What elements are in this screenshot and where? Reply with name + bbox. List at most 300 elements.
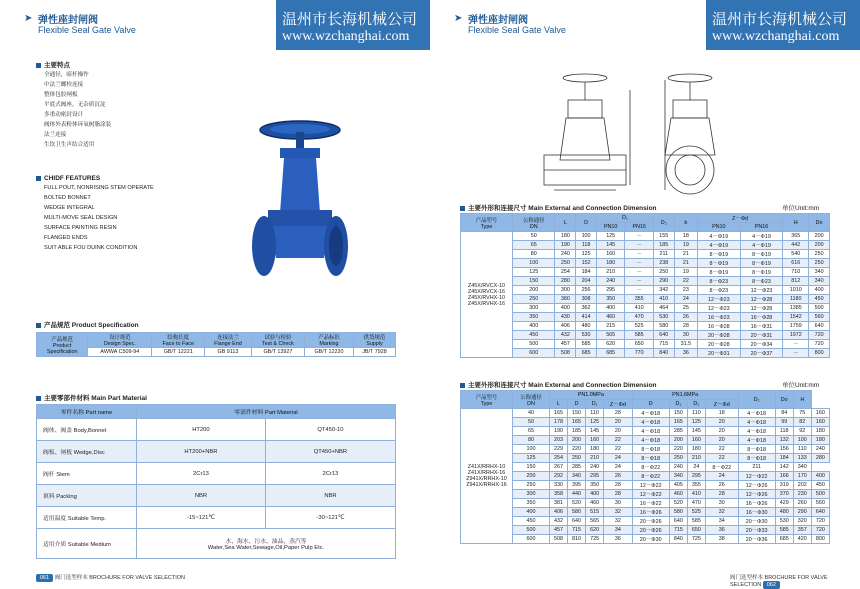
table-row xyxy=(461,331,830,340)
table-cell: 560 xyxy=(811,499,829,508)
table-cell: 1385 xyxy=(783,304,809,313)
material-cell: QT450-10 xyxy=(265,419,395,441)
footer-text: 阀门选型样本 BROCHURE FOR VALVE SELECTION xyxy=(730,575,828,588)
table-cell: 100 xyxy=(576,232,597,241)
table-cell: 530 xyxy=(576,331,597,340)
table-cell: 8－Φ18 xyxy=(738,454,775,463)
table-cell: 292 xyxy=(549,472,567,481)
table-cell: 24 xyxy=(705,472,738,481)
feature-en-item: BOLTED BONNET xyxy=(44,195,91,201)
table-cell: 380 xyxy=(555,295,576,304)
table-cell: 36 xyxy=(604,535,633,544)
company-name: 温州市长海机械公司 xyxy=(712,10,848,28)
material-cell: NBR xyxy=(265,485,395,507)
table-cell: 600 xyxy=(513,349,555,358)
table-cell: 254 xyxy=(549,454,567,463)
table-cell: 125 xyxy=(513,454,550,463)
table-cell: 320 xyxy=(793,517,811,526)
spec-value: GB/T 13927 xyxy=(251,348,304,357)
table-cell: 1759 xyxy=(783,322,809,331)
table-cell: 640 xyxy=(568,517,586,526)
table-cell: 240 xyxy=(555,250,576,259)
table-cell: 430 xyxy=(555,313,576,322)
table-cell: 220 xyxy=(568,445,586,454)
table-cell: 100 xyxy=(513,445,550,454)
table-cell: 280 xyxy=(555,277,576,286)
page-header xyxy=(430,0,860,50)
table-cell: 400 xyxy=(596,304,625,313)
table-cell: 308 xyxy=(576,295,597,304)
table-cell: 38 xyxy=(705,535,738,544)
table-cell: 405 xyxy=(669,481,687,490)
table-cell: 110 xyxy=(586,409,604,418)
table-cell: 616 xyxy=(783,259,809,268)
table-cell: 457 xyxy=(555,340,576,349)
table-cell: 8－Φ19 xyxy=(740,250,783,259)
table-cell: 160 xyxy=(811,418,829,427)
table-cell: 211 xyxy=(738,463,775,472)
spec-table xyxy=(36,332,396,357)
table-cell: 370 xyxy=(775,490,793,499)
arrow-icon: ➤ xyxy=(24,13,33,24)
table-cell: 16－Φ31 xyxy=(740,322,783,331)
material-table xyxy=(36,404,396,559)
table-cell: 12－Φ22 xyxy=(738,472,775,481)
t1-header-pn10: PN10 xyxy=(596,223,625,232)
table-cell: 450 xyxy=(811,481,829,490)
table-cell: 12－Φ26 xyxy=(738,490,775,499)
feature-en-item: SURFACE PAINTING RESIN xyxy=(44,225,117,231)
table-cell: 28 xyxy=(604,409,633,418)
table-row xyxy=(461,250,830,259)
table-row xyxy=(461,313,830,322)
table-cell: 31.5 xyxy=(674,340,697,349)
t1-header-d: D xyxy=(576,214,597,232)
table-cell: 211 xyxy=(653,250,674,259)
table-cell: 16－Φ28 xyxy=(740,313,783,322)
t2-header-d1: D₁ xyxy=(586,400,604,409)
table-cell: 16－Φ23 xyxy=(697,313,740,322)
header-title-cn: 弹性座封闸阀 xyxy=(468,15,528,26)
table-cell: 565 xyxy=(586,517,604,526)
right-page xyxy=(430,0,860,588)
t1-header-d1: D₁ xyxy=(596,214,653,223)
material-cell: -15~121℃ xyxy=(137,507,266,529)
table-cell: 16－Φ30 xyxy=(738,508,775,517)
table-cell: 142 xyxy=(775,463,793,472)
type-label: Z41X/RRHX-16 xyxy=(467,470,506,476)
table-cell: 184 xyxy=(775,454,793,463)
table-cell: 350 xyxy=(513,313,555,322)
table-cell: 200 xyxy=(809,232,830,241)
material-cell: 2Cr13 xyxy=(265,463,395,485)
table-cell: 530 xyxy=(653,313,674,322)
table-cell: 540 xyxy=(783,250,809,259)
table-cell: 36 xyxy=(674,349,697,358)
table-cell: 330 xyxy=(549,481,567,490)
table-cell: 8－Φ18 xyxy=(738,445,775,454)
table-cell: 715 xyxy=(568,526,586,535)
table-cell: 720 xyxy=(811,526,829,535)
table-cell: 16－Φ28 xyxy=(697,322,740,331)
table-row xyxy=(461,295,830,304)
table-cell: 180 xyxy=(811,436,829,445)
t1-header-pn16: PN16 xyxy=(625,223,654,232)
table-row xyxy=(461,322,830,331)
table-cell: 180 xyxy=(586,445,604,454)
table-cell: 100 xyxy=(513,259,555,268)
table-cell: 450 xyxy=(513,517,550,526)
table-cell: 220 xyxy=(669,445,687,454)
table-cell: 20－Φ30 xyxy=(738,517,775,526)
table-cell: 8－Φ23 xyxy=(697,286,740,295)
dimension-drawing xyxy=(530,60,730,200)
table-cell: 28 xyxy=(705,490,738,499)
table-cell: 34 xyxy=(604,526,633,535)
table-cell: 340 xyxy=(809,268,830,277)
table-cell: 1180 xyxy=(783,295,809,304)
t2-header-pn1: PN1.0MPa xyxy=(549,391,632,400)
table-cell: 28 xyxy=(604,490,633,499)
table-cell: 185 xyxy=(653,241,674,250)
type-cell xyxy=(461,409,513,544)
table-cell: 22 xyxy=(674,277,697,286)
table-cell: 12－Φ26 xyxy=(738,481,775,490)
table-cell: 4－Φ19 xyxy=(740,241,783,250)
table-cell: 125 xyxy=(513,268,555,277)
material-row xyxy=(37,419,396,441)
t2-header-type: 产品型号 Type xyxy=(461,391,513,409)
table-row xyxy=(461,454,830,463)
features-cn-list xyxy=(44,70,111,150)
table-cell: 152 xyxy=(576,259,597,268)
feature-cn-item: 多重动密封设计 xyxy=(44,112,84,118)
table-cell: 99 xyxy=(775,418,793,427)
type-cell xyxy=(461,232,513,358)
table-cell: 82 xyxy=(793,418,811,427)
table-cell: 32 xyxy=(604,517,633,526)
table-cell: 24 xyxy=(674,295,697,304)
table-cell: 36 xyxy=(705,526,738,535)
table-cell: － xyxy=(625,232,654,241)
table-cell: 640 xyxy=(653,331,674,340)
table-cell: 770 xyxy=(625,349,654,358)
table-cell: 20－Φ26 xyxy=(632,526,669,535)
table-cell: 457 xyxy=(549,526,567,535)
t2-header-dn: 公称通径 DN xyxy=(513,391,550,409)
table-cell: 12－Φ28 xyxy=(740,304,783,313)
feature-cn-item: 法兰连接 xyxy=(44,132,67,138)
table-cell: 508 xyxy=(549,535,567,544)
table-cell: 355 xyxy=(625,295,654,304)
table-cell: 180 xyxy=(555,232,576,241)
table-cell: 525 xyxy=(625,322,654,331)
spec-value: JB/T 7928 xyxy=(353,348,395,357)
table-cell: 300 xyxy=(513,490,550,499)
table-cell: 650 xyxy=(687,526,705,535)
t2-header-pn2: PN1.6MPa xyxy=(632,391,738,400)
table-cell: 250 xyxy=(513,295,555,304)
company-url: www.wzchanghai.com xyxy=(712,29,840,44)
table-cell: 125 xyxy=(596,232,625,241)
table-cell: 357 xyxy=(793,526,811,535)
table-cell: 8－Φ18 xyxy=(632,445,669,454)
table-cell: － xyxy=(625,268,654,277)
type-label: Z45X/RVHX-10 xyxy=(467,294,506,301)
material-cell: -30~121℃ xyxy=(265,507,395,529)
table-cell: 300 xyxy=(513,304,555,313)
table-cell: 20 xyxy=(705,427,738,436)
table-cell: 30 xyxy=(674,331,697,340)
table-cell: 165 xyxy=(568,418,586,427)
table-cell: 185 xyxy=(568,427,586,436)
table-cell: 20 xyxy=(705,418,738,427)
feature-en-item: FLANGED ENDS xyxy=(44,235,88,241)
table-cell: 4－Φ18 xyxy=(632,427,669,436)
table-row xyxy=(461,481,830,490)
table-cell: 267 xyxy=(549,463,567,472)
table-cell: 250 xyxy=(669,454,687,463)
table-cell: 725 xyxy=(687,535,705,544)
table-cell: 203 xyxy=(549,436,567,445)
table-row xyxy=(461,526,830,535)
spec-value: AWWA C509-94 xyxy=(88,348,152,357)
table-cell: 21 xyxy=(674,259,697,268)
table-cell: 145 xyxy=(596,241,625,250)
table-cell: 100 xyxy=(793,436,811,445)
table-cell: 720 xyxy=(809,340,830,349)
table-cell: 685 xyxy=(576,349,597,358)
material-cell: NBR xyxy=(137,485,266,507)
table-cell: 460 xyxy=(669,490,687,499)
t1-header-pn16: PN16 xyxy=(740,223,783,232)
material-row xyxy=(37,463,396,485)
table-cell: 150 xyxy=(568,409,586,418)
table-cell: 190 xyxy=(555,241,576,250)
table-cell: 20－Φ34 xyxy=(740,340,783,349)
feature-cn-item: 中法兰螺栓连接 xyxy=(44,82,84,88)
table-cell: 580 xyxy=(669,508,687,517)
table-cell: 16－Φ26 xyxy=(738,499,775,508)
table-cell: 381 xyxy=(549,499,567,508)
material-header-part: 零件名称 Part name xyxy=(37,405,137,419)
material-cell: QT450+NBR xyxy=(265,441,395,463)
table-cell: 460 xyxy=(586,499,604,508)
type-label: Z941X/RRHX-10 xyxy=(466,476,507,482)
feature-cn-item: 生饮卫生声结合适用 xyxy=(44,142,95,148)
table-cell: 180 xyxy=(596,259,625,268)
material-title: 主要零部件材料 Main Part Material xyxy=(36,393,147,402)
table-cell: 710 xyxy=(783,268,809,277)
table-cell: 32 xyxy=(604,508,633,517)
footer-text: 阀门选型样本 BROCHURE FOR VALVE SELECTION xyxy=(54,575,186,581)
table-cell: 132 xyxy=(775,436,793,445)
table-cell: 580 xyxy=(653,322,674,331)
t1-header-do: Do xyxy=(809,214,830,232)
table-cell: 285 xyxy=(568,463,586,472)
company-name: 温州市长海机械公司 xyxy=(282,10,418,28)
table-cell: 520 xyxy=(669,499,687,508)
table-cell: 256 xyxy=(576,286,597,295)
table-cell: － xyxy=(625,241,654,250)
table-cell: 229 xyxy=(549,445,567,454)
table-cell: 285 xyxy=(669,427,687,436)
table-cell: 20 xyxy=(604,418,633,427)
table-cell: 432 xyxy=(549,517,567,526)
table-cell: 720 xyxy=(809,331,830,340)
table-cell: 80 xyxy=(513,250,555,259)
table-cell: 19 xyxy=(674,241,697,250)
table-cell: 210 xyxy=(596,268,625,277)
table-cell: 720 xyxy=(811,517,829,526)
table-cell: － xyxy=(783,349,809,358)
table-cell: 4－Φ19 xyxy=(697,232,740,241)
table-cell: 20 xyxy=(604,427,633,436)
table-cell: 410 xyxy=(625,304,654,313)
t2-header-l: L xyxy=(549,400,567,409)
table-cell: 400 xyxy=(809,286,830,295)
table-cell: 145 xyxy=(687,427,705,436)
table-cell: － xyxy=(625,277,654,286)
table-cell: 400 xyxy=(811,472,829,481)
table-row xyxy=(461,340,830,349)
table-cell: 12－Φ22 xyxy=(632,481,669,490)
table-cell: 4－Φ18 xyxy=(738,436,775,445)
table-cell: 530 xyxy=(775,517,793,526)
table-cell: 565 xyxy=(596,331,625,340)
arrow-icon: ➤ xyxy=(454,13,463,24)
table-row xyxy=(461,427,830,436)
feature-cn-item: 整体包胶闸板 xyxy=(44,92,78,98)
table-cell: 4－Φ18 xyxy=(632,409,669,418)
material-cell: 阀板、闸板 Wedge,Disc xyxy=(37,441,137,463)
table-cell: 20－Φ28 xyxy=(697,340,740,349)
valve-image xyxy=(250,118,350,288)
table-cell: － xyxy=(625,250,654,259)
table-cell: 160 xyxy=(687,436,705,445)
table-cell: 585 xyxy=(625,331,654,340)
table-cell: 8－Φ23 xyxy=(740,277,783,286)
table-cell: 20－Φ28 xyxy=(697,331,740,340)
table-cell: 350 xyxy=(513,499,550,508)
table-cell: 508 xyxy=(555,349,576,358)
table-cell: 585 xyxy=(687,517,705,526)
feature-cn-item: 平底式阀座，无杂质沉淀 xyxy=(44,102,106,108)
table-row xyxy=(461,409,830,418)
spec-value: GB/T 12221 xyxy=(152,348,205,357)
type-label: Z941X/RRHX-16 xyxy=(466,482,507,488)
table-cell: 110 xyxy=(687,409,705,418)
spec-header-3: 连接法兰 Flange End xyxy=(205,333,252,348)
table-cell: 12－Φ23 xyxy=(740,286,783,295)
table-cell: 500 xyxy=(513,340,555,349)
table-cell: 156 xyxy=(775,445,793,454)
table-cell: 450 xyxy=(809,295,830,304)
material-medium-label: 适用介质 Suitable Medium xyxy=(37,529,137,559)
table-cell: 50 xyxy=(513,232,555,241)
table-cell: 410 xyxy=(653,295,674,304)
t1-header-zd: Z－Φd xyxy=(697,214,782,223)
table-cell: 20－Φ26 xyxy=(632,517,669,526)
table-cell: 160 xyxy=(586,436,604,445)
table-cell: 30 xyxy=(705,499,738,508)
table-cell: 585 xyxy=(775,526,793,535)
table-cell: 840 xyxy=(669,535,687,544)
type-label: Z45X/RVCX-16 xyxy=(467,288,506,295)
material-row xyxy=(37,485,396,507)
table-cell: 600 xyxy=(513,535,550,544)
table-row xyxy=(461,445,830,454)
table-cell: 480 xyxy=(576,322,597,331)
t1-header-pn10: PN10 xyxy=(697,223,740,232)
table-cell: 8－Φ19 xyxy=(697,268,740,277)
material-header-material: 零部件材料 Part Material xyxy=(137,405,396,419)
table-cell: 20－Φ36 xyxy=(738,535,775,544)
table-cell: 406 xyxy=(555,322,576,331)
table-cell: 340 xyxy=(568,472,586,481)
table-cell: 165 xyxy=(669,418,687,427)
table-cell: 250 xyxy=(555,259,576,268)
table-cell: 160 xyxy=(596,250,625,259)
table-cell: 238 xyxy=(653,259,674,268)
table-row xyxy=(461,517,830,526)
table-cell: 358 xyxy=(549,490,567,499)
table-cell: 350 xyxy=(596,295,625,304)
table-cell: 414 xyxy=(576,313,597,322)
table-cell: 442 xyxy=(783,241,809,250)
table-cell: 4－Φ18 xyxy=(738,418,775,427)
table-cell: 525 xyxy=(687,508,705,517)
spec-value: GB 9113 xyxy=(205,348,252,357)
left-page xyxy=(0,0,430,588)
t2-header-do: Do xyxy=(775,391,793,409)
t2-header-zd: Z－Φd xyxy=(604,400,633,409)
table-cell: 640 xyxy=(811,508,829,517)
table-cell: 340 xyxy=(809,277,830,286)
table-cell: 500 xyxy=(811,490,829,499)
table-cell: 30 xyxy=(604,499,633,508)
table-cell: 150 xyxy=(669,409,687,418)
table-cell: 92 xyxy=(793,427,811,436)
table-cell: 118 xyxy=(775,427,793,436)
t2-header-d2: D₂ xyxy=(687,400,705,409)
table-row xyxy=(461,499,830,508)
table-row xyxy=(461,349,830,358)
table-cell: 210 xyxy=(586,454,604,463)
left-footer xyxy=(36,573,185,585)
material-cell: HT200+NBR xyxy=(137,441,266,463)
spec-header-0: 产品规范 Product Specification xyxy=(37,333,88,357)
table-cell: 4－Φ19 xyxy=(740,232,783,241)
table-cell: 515 xyxy=(586,508,604,517)
table-cell: 250 xyxy=(653,268,674,277)
table-cell: 178 xyxy=(549,418,567,427)
table-cell: 650 xyxy=(625,340,654,349)
table-cell: 240 xyxy=(669,463,687,472)
table-cell: 340 xyxy=(669,472,687,481)
table-cell: 319 xyxy=(775,481,793,490)
table-cell: 125 xyxy=(576,250,597,259)
table-cell: 395 xyxy=(568,481,586,490)
table-cell: 80 xyxy=(513,436,550,445)
table-cell: 840 xyxy=(653,349,674,358)
table-cell: 8－Φ23 xyxy=(697,277,740,286)
type-label: Z45X/RVCX-10 xyxy=(467,282,506,289)
table-row xyxy=(461,508,830,517)
table-cell: 110 xyxy=(793,445,811,454)
table-cell: 260 xyxy=(793,499,811,508)
table-cell: 25 xyxy=(674,304,697,313)
